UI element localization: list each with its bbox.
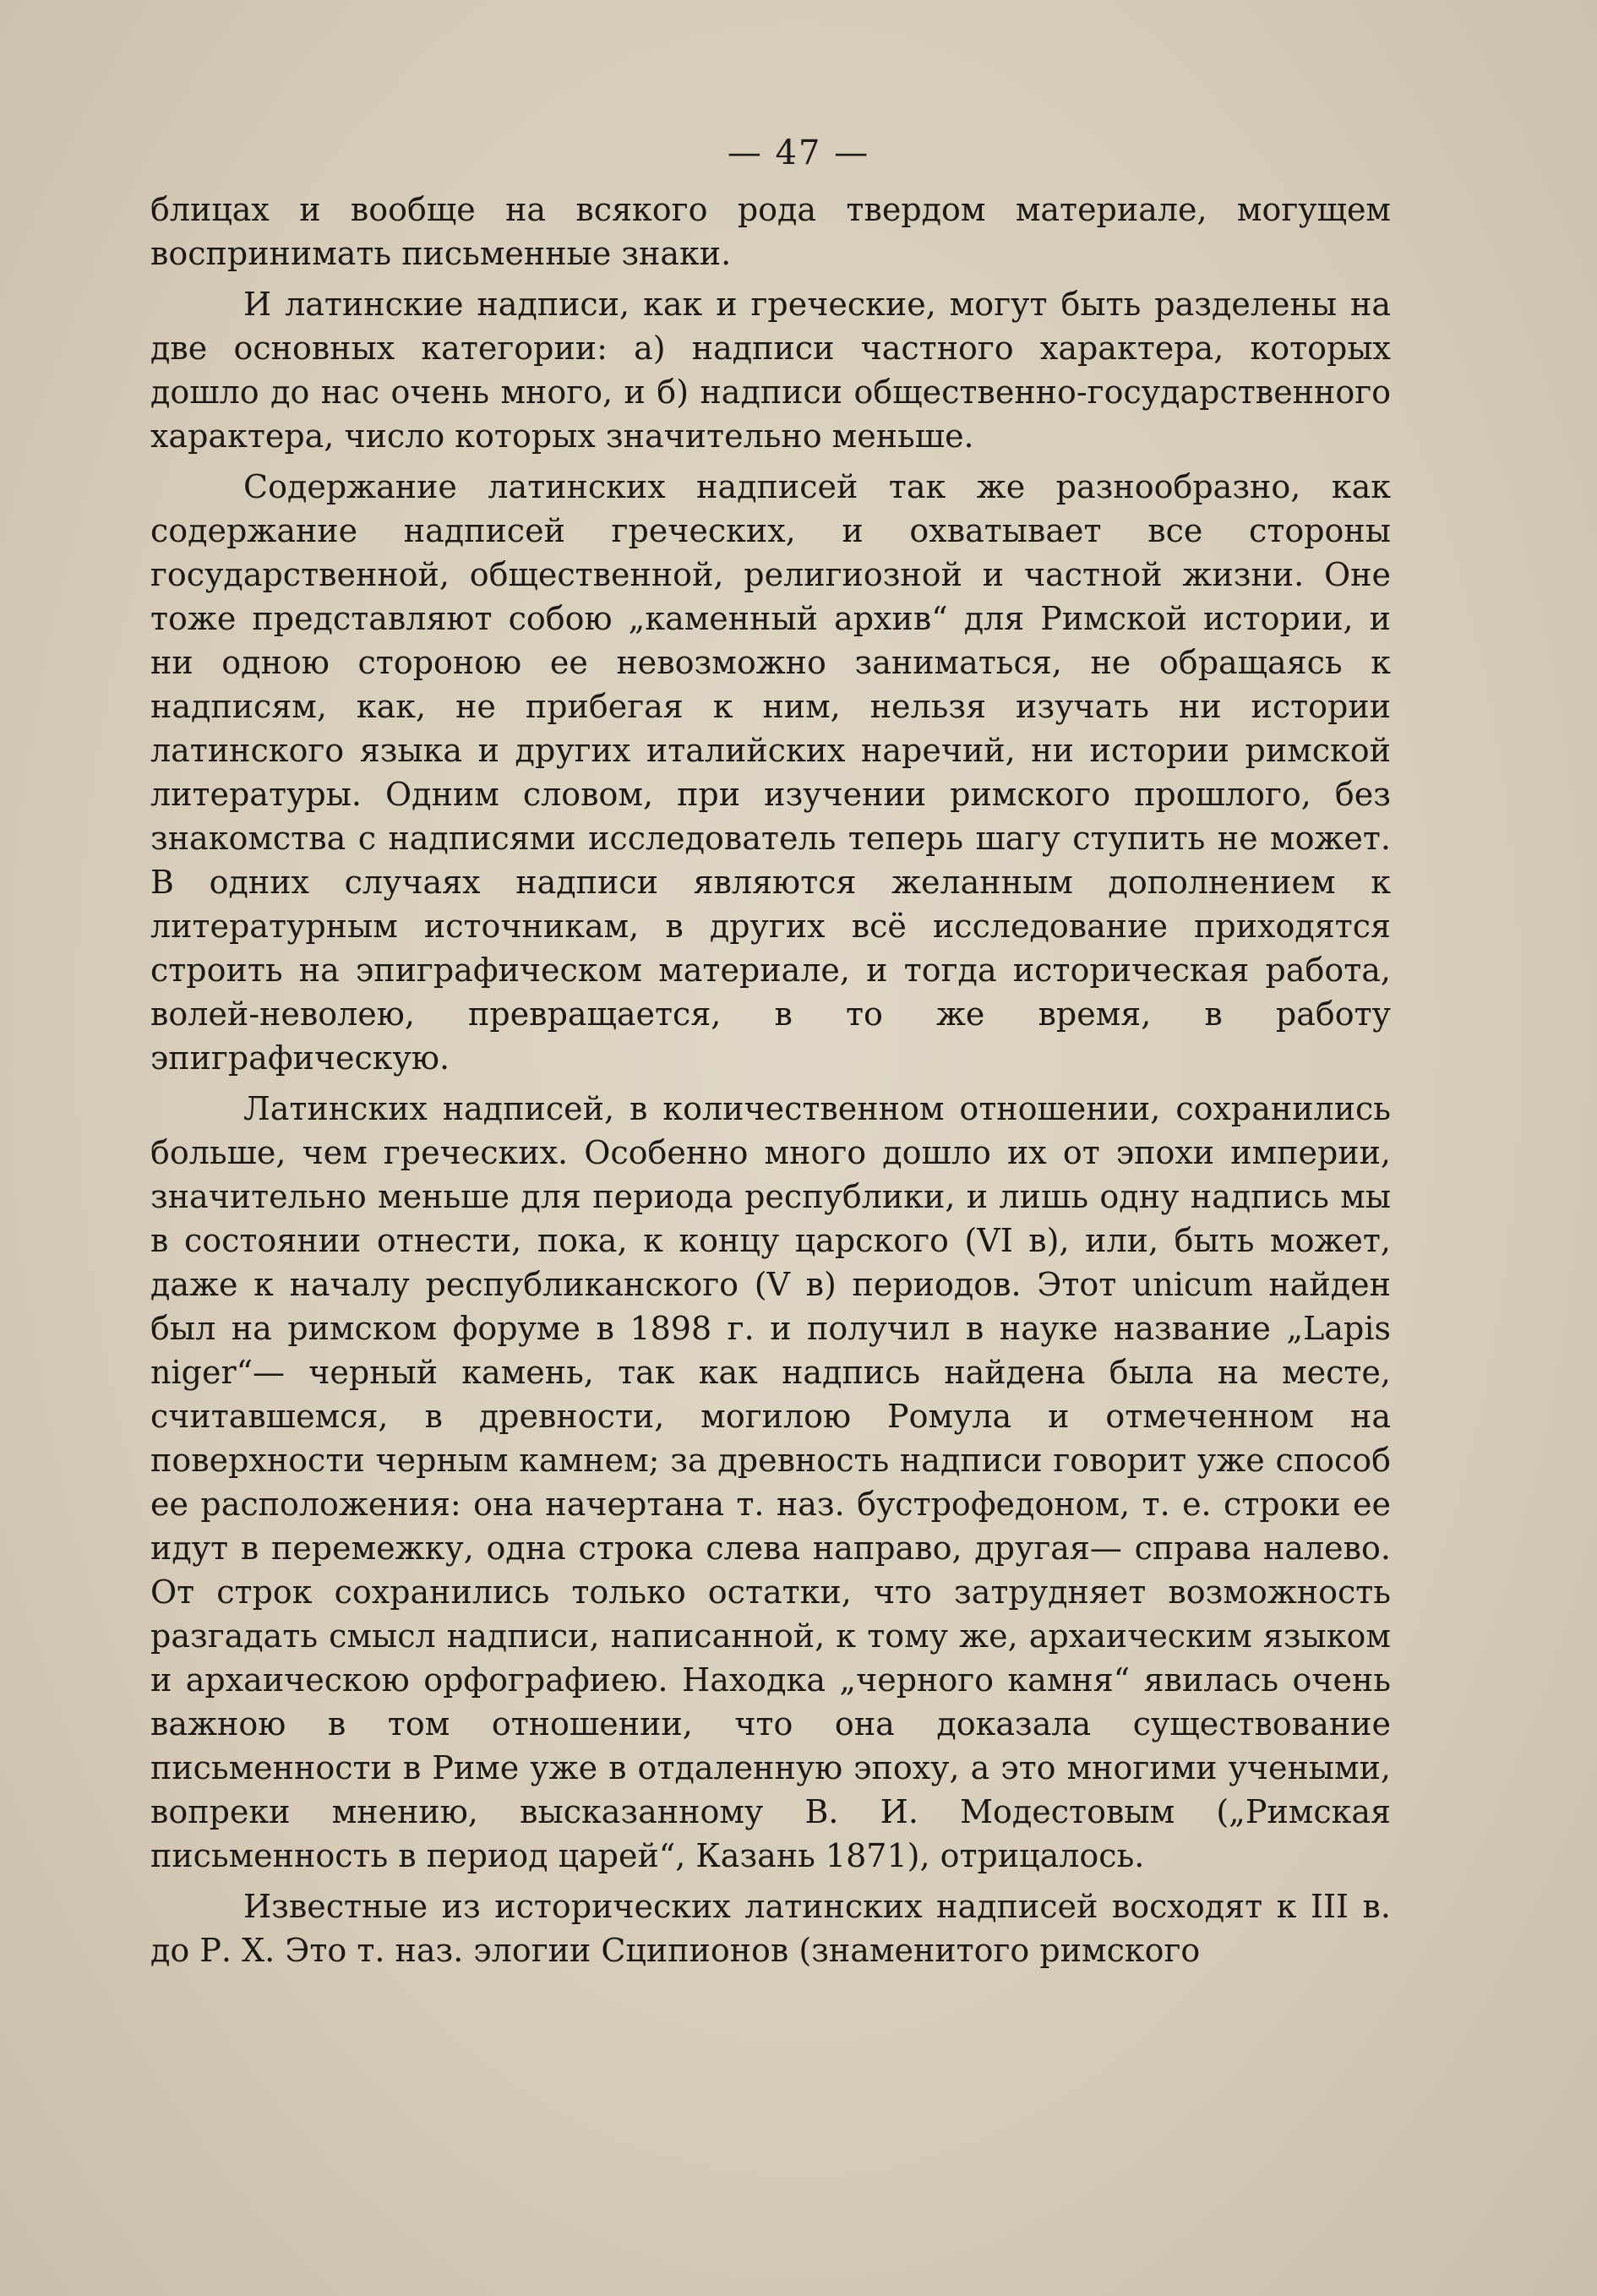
body-text — [150, 188, 1391, 1979]
page-number: — 47 — — [727, 134, 870, 172]
paragraph-inscription-categories: И латинские надписи, как и греческие, могут быть разделены на две основных категории: а) надписи частного характера, которых дошло до нас очень много, и б) надписи общественно-государственного характера, число которых значительно меньше. — [150, 286, 1391, 455]
paragraph-scipio-elogia: Известные из исторических латинских надписей восходят к III в. до Р. Х. Это т. наз. элогии Сципионов (знаменитого римского — [150, 1888, 1391, 1969]
paragraph-lapis-niger: Латинских надписей, в количественном отношении, сохранились больше, чем греческих. Особенно много дошло их от эпохи империи, значительно меньше для периода республики, и лишь одну надпись мы в состоянии отнести, пока, к концу царского (VI в), или, быть может, даже к началу республиканского (V в) периодов. Этот unicum найден был на римском форуме в 1898 г. и получил в науке название „Lapis niger“— черный камень, так как надпись найдена была на месте, считавшемся, в древности, могилою Ромула и отмеченном на поверхности черным камнем; за древность надписи говорит уже способ ее расположения: она начертана т. наз. бустрофедоном, т. е. строки ее идут в перемежку, одна строка слева направо, другая— справа налево. От строк сохранились только остатки, что затрудняет возможность разгадать смысл надписи, написанной, к тому же, архаическим языком и архаическою орфографиею. Находка „черного камня“ явилась очень важною в том отношении, что она доказала существование письменности в Риме уже в отдаленную эпоху, а это многими учеными, вопреки мнению, высказанному В. И. Модестовым („Римская письменность в период царей“, Казань 1871), отрицалось. — [150, 1090, 1391, 1874]
paragraph-continued: блицах и вообще на всякого рода твердом материале, могущем воспринимать письменные знаки. — [150, 191, 1391, 272]
paragraph-inscription-content: Содержание латинских надписей так же разнообразно, как содержание надписей греческих, и охватывает все стороны государственной, общественной, религиозной и частной жизни. Оне тоже представляют собою „каменный архив“ для Римской истории, и ни одною стороною ее невозможно заниматься, не обращаясь к надписям, как, не прибегая к ним, нельзя изучать ни истории латинского языка и других италийских наречий, ни истории римской литературы. Одним словом, при изучении римского прошлого, без знакомства с надписями исследователь теперь шагу ступить не может. В одних случаях надписи являются желанным дополнением к литературным источникам, в других всё исследование приходятся строить на эпиграфическом материале, и тогда историческая работа, волей-неволею, превращается, в то же время, в работу эпиграфическую. — [150, 468, 1391, 1077]
